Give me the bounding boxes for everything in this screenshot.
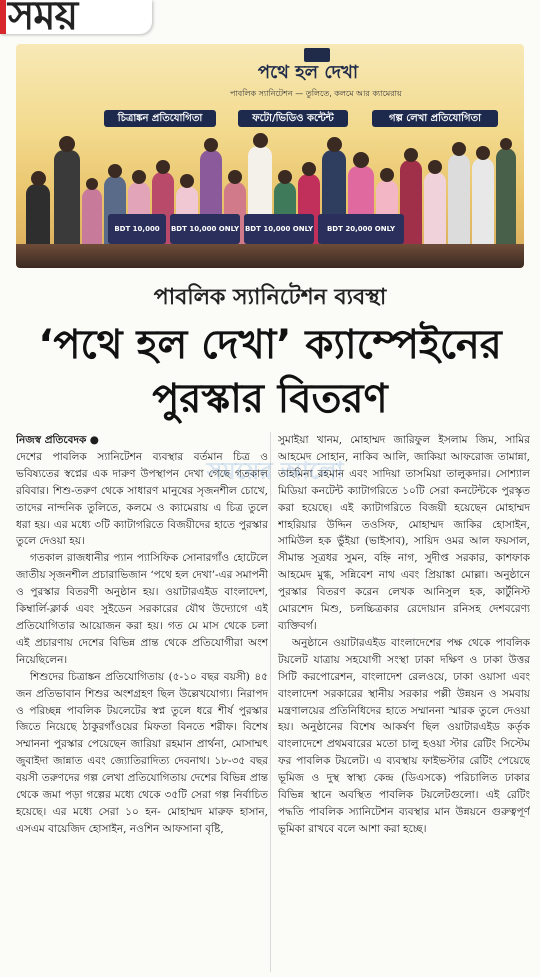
person-head: [452, 142, 466, 156]
person: [54, 150, 80, 246]
paragraph: গতকাল রাজধানীর প্যান প্যাসিফিক সোনারগাঁও হোটেলে জাতীয় সৃজনশীল প্রচারাভিজান ‘পথে হল দেখা’-এর সমাপনী ও পুরস্কার বিতরণী অনুষ্ঠান হয়। ওয়াটারএইড বাংলাদেশ, কিম্বার্লি-ক্লার্ক এবং সুইডেন সরকারের যৌথ উদ্যোগে এই প্রতিযোগিতার আয়োজন করা হয়। গত মে মাস থেকে চলা এই প্রচারণায় দেশের বিভিন্ন প্রান্ত থেকে প্রতিযোগীরা অংশ নিয়েছিলেন।: [16, 552, 268, 666]
campaign-logo: পথে হল দেখা: [257, 62, 359, 83]
person: [26, 184, 50, 246]
person: [472, 158, 494, 246]
person-head: [31, 171, 46, 186]
person-head: [380, 168, 394, 182]
paragraph: অনুষ্ঠানে ওয়াটারএইড বাংলাদেশের পক্ষ থেকে পাবলিক টয়লেট যাত্রায় সহযোগী সংস্থা ঢাকা দক্ষিণ ও ঢাকা উত্তর সিটি করপোরেশন, বাংলাদেশ রেলওয়ে, ঢাকা ওয়াসা এবং বাংলাদেশ সরকারের স্থানীয় সরকার পল্লী উন্নয়ন ও সমবায় মন্ত্রণালয়ের প্রতিনিধিদের হাতে সম্মাননা স্মারক তুলে দেওয়া হয়। অনুষ্ঠানের বিশেষ আকর্ষণ ছিল ওয়াটারএইড কর্তৃক বাংলাদেশে প্রথমবারের মতো চালু হওয়া স্টার রেটিং সিস্টেম ফর পাবলিক টয়লেট। এ ব্যবস্থায় ফাইভস্টার রেটিং পেয়েছে ভূমিজ ও দুস্থ স্বাস্থ্য কেন্দ্র (ডিএসকে) পরিচালিত ঢাকার বিভিন্ন স্থানে অবস্থিত পাবলিক টয়লেটগুলো। এই রেটিং পদ্ধতি পাবলিক স্যানিটেশন ব্যবস্থার মান উন্নয়নে গুরুত্বপূর্ণ ভূমিকা রাখবে বলে আশা করা হচ্ছে।: [278, 636, 530, 835]
prize-cheque: BDT 10,000 ONLY: [244, 214, 314, 244]
byline: নিজস্ব প্রতিবেদক: [16, 434, 87, 446]
bullet-icon: ●: [89, 434, 99, 446]
person: [496, 148, 516, 246]
person-head: [353, 152, 369, 168]
person-head: [476, 146, 490, 160]
article-column-left: [16, 432, 268, 972]
article-column-right: [278, 432, 530, 972]
person-head: [108, 164, 122, 178]
person: [448, 154, 470, 246]
category-banner-content: ফটো/ভিডিও কন্টেন্ট: [238, 110, 348, 127]
paragraph: শিশুদের চিত্রাঙ্কন প্রতিযোগিতায় (৫-১০ বছর বয়সী) ৪৫ জন প্রতিভাবান শিশুর অংশগ্রহণ ছিল উল্লেখযোগ্য। নিরাপদ ও পরিচ্ছন্ন পাবলিক টয়লেটের স্বপ্ন তুলে ধরে শীর্ষ পুরস্কার জিতে নিয়েছে ঠাকুরগাঁওয়ের মিফতা বিনতে শরীফ। বিশেষ সম্মাননা পুরস্কার পেয়েছেন জারিয়া রহমান প্রার্থনা, মোসাম্মৎ জুবাইদা জান্নাত এবং জ্যোতিরাদিত্য দেবনাথ। ১৮-৩৫ বছর বয়সী তরুণদের গল্প লেখা প্রতিযোগিতায় দেশের বিভিন্ন প্রান্ত থেকে জমা পড়া গল্পের মধ্যে থেকে ৩৫টি সেরা গল্প নির্বাচিত হয়েছে। এর মধ্যে সেরা ১০ হন- মোহাম্মদ মারুফ হাসান, এসএম বায়েজিদ হোসাইন, নওশিন আফসানা বৃষ্টি,: [16, 670, 268, 835]
person-head: [253, 133, 268, 148]
person-head: [302, 162, 316, 176]
person-head: [132, 170, 146, 184]
person: [82, 188, 102, 246]
person-head: [428, 160, 442, 174]
prize-cheque: BDT 20,000 ONLY: [318, 214, 404, 244]
person-head: [180, 174, 194, 188]
publisher-watermark: সময়ের আলো: [206, 457, 344, 485]
newspaper-masthead: [0, 0, 152, 34]
masthead-title: সময়: [8, 0, 78, 34]
person-head: [204, 138, 218, 152]
person-head: [500, 138, 512, 150]
person-head: [404, 148, 418, 162]
article-kicker: পাবলিক স্যানিটেশন ব্যবস্থা: [153, 285, 387, 310]
person-head: [86, 178, 98, 190]
campaign-subtitle: পাবলিক স্যানিটেশন — তুলিতে, কলমে আর ক্যামেরায়: [230, 89, 402, 98]
category-banner-story: গল্প লেখা প্রতিযোগিতা: [372, 110, 498, 127]
stage-floor: [16, 244, 524, 268]
person-head: [59, 136, 75, 152]
event-photo: [16, 44, 524, 268]
person-head: [278, 170, 292, 184]
paragraph: দেশের পাবলিক স্যানিটেশন ব্যবস্থার বর্তমান চিত্র ও ভবিষ্যতের স্বপ্নের এক দারুণ উপস্থাপন দেখা গেছে গতকাল রবিবার। শিশু-তরুণ থেকে সাধারণ মানুষের সৃজনশীল চোখে, তাদের নান্দনিক তুলিতে, কলমে ও ক্যামেরায় এ চিত্র তুলে ধরা হয়। এর মধ্যে ৩টি ক্যাটাগরিতে বিজয়ীদের হাতে পুরস্কার তুলে দেওয়া হয়।: [16, 450, 268, 548]
person-head: [156, 160, 170, 174]
category-banner-drawing: চিত্রাঙ্কন প্রতিযোগিতা: [104, 110, 216, 127]
article-headline: ‘পথে হল দেখা’ ক্যাম্পেইনের পুরস্কার বিতরণ: [38, 322, 502, 422]
prize-cheque: BDT 10,000: [108, 214, 166, 244]
person-head: [228, 170, 242, 184]
person-head: [327, 137, 342, 152]
paragraph: সুমাইয়া খানম, মোহাম্মদ জারিফুল ইসলাম জিম, সামির আহমেদ সোহান, নাকিব আলি, জাকিয়া আফরোজ তামান্না, তাহমিনা রহমান এবং সাদিয়া তাসমিয়া তালুকদার। সোশ্যাল মিডিয়া কনটেন্ট ক্যাটাগরিতে ১০টি সেরা কনটেন্টকে পুরস্কৃত করা হয়েছে। এই ক্যাটাগরিতে বিজয়ী হয়েছেন মোহাম্মদ শাহরিয়ার উদ্দিন তওসিফ, মোহাম্মদ জাকির হোসাইন, সামিউল হক ভুঁইয়া (ভাইসাব), সায়িদ ওমর আল ফয়সাল, সীমান্ত সূত্রধর সুমন, বহ্নি নাগ, সুদীপ্ত সরকার, কাশফাক আহমেদ মুগ্ধ, সন্নিবেশ নাথ এবং প্রিয়াঙ্কা মোল্লা। অনুষ্ঠানে পুরস্কার বিতরণ করেন লেখক আনিসুল হক, কার্টুনিস্ট মোরশেদ মিশু, চলচ্চিত্রকার রেদোয়ান রনিসহ দেশবরেণ্য ব্যক্তিবর্গ।: [278, 434, 530, 632]
prize-cheque: BDT 10,000 ONLY: [170, 214, 240, 244]
masthead-accent: [0, 0, 6, 34]
column-divider: [270, 432, 271, 972]
person: [424, 172, 446, 246]
